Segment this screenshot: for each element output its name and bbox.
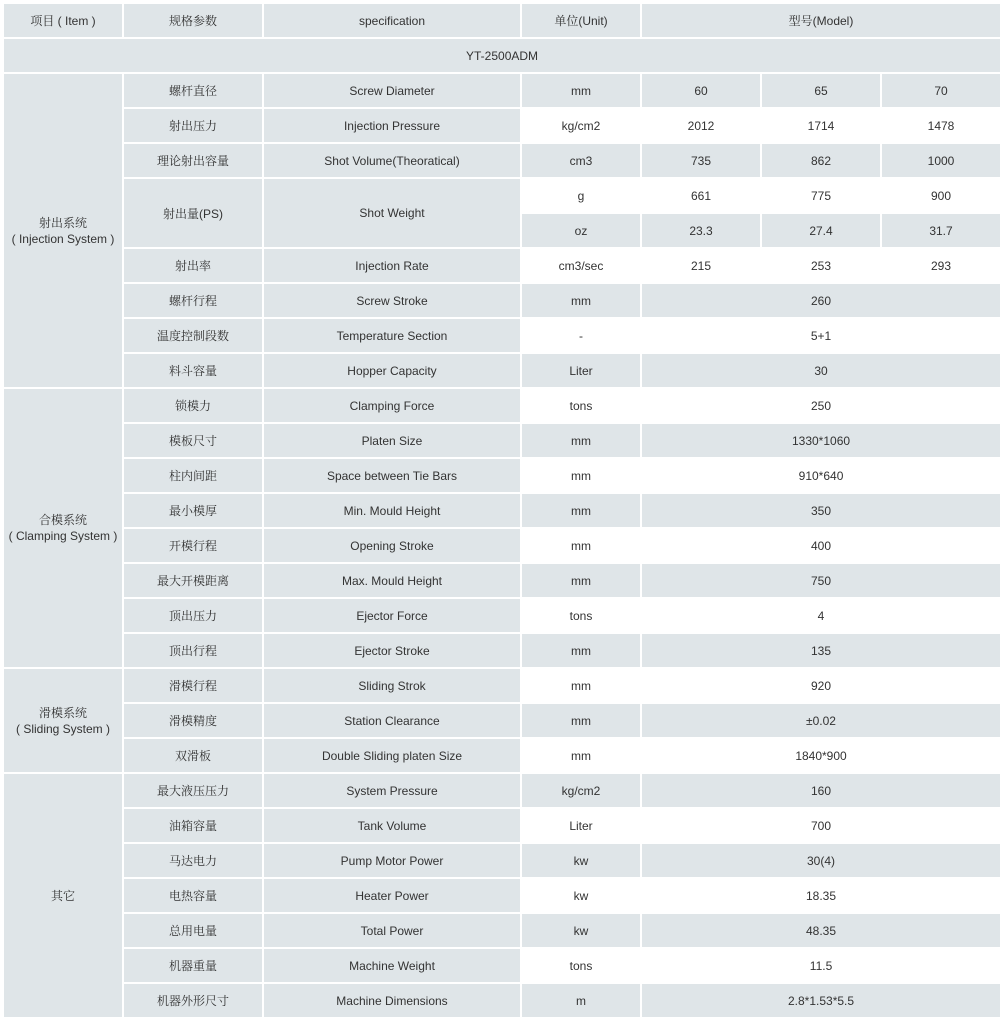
param-value: 2.8*1.53*5.5 — [642, 984, 1000, 1017]
param-cn: 最大开模距离 — [124, 564, 262, 597]
param-en: Total Power — [264, 914, 520, 947]
table-row — [4, 109, 1000, 142]
param-unit: mm — [522, 634, 640, 667]
table-row — [4, 284, 1000, 317]
param-value: 735 — [642, 144, 760, 177]
section-label-cn: 其它 — [50, 888, 75, 903]
param-en: Machine Weight — [264, 949, 520, 982]
param-unit: mm — [522, 739, 640, 772]
param-en: Heater Power — [264, 879, 520, 912]
header-spec: specification — [264, 4, 520, 37]
param-en: Screw Stroke — [264, 284, 520, 317]
table-row — [4, 914, 1000, 947]
param-value: 60 — [642, 74, 760, 107]
param-value: 31.7 — [882, 214, 1000, 247]
param-cn: 马达电力 — [124, 844, 262, 877]
spec-table — [2, 2, 1000, 1019]
table-row — [4, 669, 1000, 702]
section-label-en: ( Injection System ) — [11, 231, 115, 246]
param-unit: g — [522, 179, 640, 212]
param-unit: m — [522, 984, 640, 1017]
table-row — [4, 529, 1000, 562]
param-cn: 电热容量 — [124, 879, 262, 912]
param-unit: mm — [522, 459, 640, 492]
param-unit: mm — [522, 704, 640, 737]
table-row — [4, 809, 1000, 842]
param-value: 215 — [642, 249, 760, 282]
param-value: 160 — [642, 774, 1000, 807]
section-label-cn: 射出系统 — [38, 215, 87, 230]
param-cn: 开模行程 — [124, 529, 262, 562]
section-label-en: ( Clamping System ) — [8, 529, 118, 543]
section-label-cn: 合模系统 — [38, 513, 87, 527]
param-value: 1330*1060 — [642, 424, 1000, 457]
table-row — [4, 249, 1000, 282]
param-value: 661 — [642, 179, 760, 212]
param-value: 18.35 — [642, 879, 1000, 912]
section-label-cn: 滑模系统 — [38, 705, 87, 720]
table-row — [4, 564, 1000, 597]
param-unit: tons — [522, 599, 640, 632]
param-unit: cm3 — [522, 144, 640, 177]
table-row — [4, 144, 1000, 177]
param-value: 135 — [642, 634, 1000, 667]
param-cn: 柱内间距 — [124, 459, 262, 492]
param-unit: tons — [522, 389, 640, 422]
param-cn: 射出率 — [124, 249, 262, 282]
param-cn: 最大液压压力 — [124, 774, 262, 807]
param-en: Pump Motor Power — [264, 844, 520, 877]
param-cn: 射出量(PS) — [124, 179, 262, 247]
param-value: 30 — [642, 354, 1000, 387]
param-cn: 滑模行程 — [124, 669, 262, 702]
param-value: 775 — [762, 179, 880, 212]
param-value: 1478 — [882, 109, 1000, 142]
param-unit: kg/cm2 — [522, 774, 640, 807]
param-cn: 顶出行程 — [124, 634, 262, 667]
param-unit: mm — [522, 494, 640, 527]
param-en: Screw Diameter — [264, 74, 520, 107]
param-value: 1714 — [762, 109, 880, 142]
param-value: 400 — [642, 529, 1000, 562]
param-unit: kg/cm2 — [522, 109, 640, 142]
param-unit: mm — [522, 669, 640, 702]
param-cn: 总用电量 — [124, 914, 262, 947]
param-cn: 理论射出容量 — [124, 144, 262, 177]
param-value: 70 — [882, 74, 1000, 107]
param-en: Ejector Force — [264, 599, 520, 632]
header-model: 型号(Model) — [642, 4, 1000, 37]
param-en: Space between Tie Bars — [264, 459, 520, 492]
table-row — [4, 739, 1000, 772]
section-clamping — [4, 389, 122, 667]
param-unit: mm — [522, 424, 640, 457]
param-value: 293 — [882, 249, 1000, 282]
param-en: Platen Size — [264, 424, 520, 457]
header-unit: 单位(Unit) — [522, 4, 640, 37]
param-en: Shot Volume(Theoratical) — [264, 144, 520, 177]
param-cn: 模板尺寸 — [124, 424, 262, 457]
table-row — [4, 74, 1000, 107]
param-value: 4 — [642, 599, 1000, 632]
table-row — [4, 599, 1000, 632]
param-value: 65 — [762, 74, 880, 107]
section-other — [4, 774, 122, 1017]
param-value: 1840*900 — [642, 739, 1000, 772]
param-unit: - — [522, 319, 640, 352]
param-unit: mm — [522, 284, 640, 317]
param-cn: 螺杆行程 — [124, 284, 262, 317]
section-injection — [4, 74, 122, 387]
param-unit: cm3/sec — [522, 249, 640, 282]
param-en: Shot Weight — [264, 179, 520, 247]
param-unit: mm — [522, 564, 640, 597]
param-en: Double Sliding platen Size — [264, 739, 520, 772]
param-value: 260 — [642, 284, 1000, 317]
table-row — [4, 949, 1000, 982]
param-value: 48.35 — [642, 914, 1000, 947]
table-row — [4, 879, 1000, 912]
param-unit: mm — [522, 529, 640, 562]
param-cn: 油箱容量 — [124, 809, 262, 842]
param-en: Max. Mould Height — [264, 564, 520, 597]
param-value: 350 — [642, 494, 1000, 527]
param-value: 30(4) — [642, 844, 1000, 877]
param-value: 700 — [642, 809, 1000, 842]
param-value: ±0.02 — [642, 704, 1000, 737]
param-en: Min. Mould Height — [264, 494, 520, 527]
header-row — [4, 4, 1000, 37]
param-cn: 温度控制段数 — [124, 319, 262, 352]
header-param: 规格参数 — [124, 4, 262, 37]
param-value: 27.4 — [762, 214, 880, 247]
param-cn: 螺杆直径 — [124, 74, 262, 107]
param-cn: 双滑板 — [124, 739, 262, 772]
param-en: Hopper Capacity — [264, 354, 520, 387]
table-row — [4, 704, 1000, 737]
param-value: 900 — [882, 179, 1000, 212]
param-value: 1000 — [882, 144, 1000, 177]
param-en: Clamping Force — [264, 389, 520, 422]
param-value: 910*640 — [642, 459, 1000, 492]
table-row — [4, 354, 1000, 387]
table-row — [4, 844, 1000, 877]
param-value: 250 — [642, 389, 1000, 422]
param-en: Sliding Strok — [264, 669, 520, 702]
param-cn: 顶出压力 — [124, 599, 262, 632]
param-en: Injection Rate — [264, 249, 520, 282]
param-unit: kw — [522, 914, 640, 947]
param-en: Temperature Section — [264, 319, 520, 352]
model-row — [4, 39, 1000, 72]
param-cn: 最小模厚 — [124, 494, 262, 527]
section-sliding — [4, 669, 122, 772]
param-value: 23.3 — [642, 214, 760, 247]
param-value: 11.5 — [642, 949, 1000, 982]
param-en: Injection Pressure — [264, 109, 520, 142]
param-cn: 滑模精度 — [124, 704, 262, 737]
param-en: Opening Stroke — [264, 529, 520, 562]
table-row — [4, 459, 1000, 492]
param-cn: 机器外形尺寸 — [124, 984, 262, 1017]
table-row — [4, 389, 1000, 422]
table-row — [4, 179, 1000, 212]
param-unit: kw — [522, 844, 640, 877]
param-cn: 料斗容量 — [124, 354, 262, 387]
table-row — [4, 424, 1000, 457]
param-unit: kw — [522, 879, 640, 912]
table-row — [4, 774, 1000, 807]
param-value: 5+1 — [642, 319, 1000, 352]
param-value: 253 — [762, 249, 880, 282]
param-unit: mm — [522, 74, 640, 107]
table-row — [4, 494, 1000, 527]
table-row — [4, 634, 1000, 667]
param-en: System Pressure — [264, 774, 520, 807]
param-en: Station Clearance — [264, 704, 520, 737]
param-value: 920 — [642, 669, 1000, 702]
param-unit: oz — [522, 214, 640, 247]
model-name: YT-2500ADM — [4, 39, 1000, 72]
header-item: 项目 ( Item ) — [4, 4, 122, 37]
table-row — [4, 984, 1000, 1017]
param-en: Machine Dimensions — [264, 984, 520, 1017]
param-en: Ejector Stroke — [264, 634, 520, 667]
param-cn: 射出压力 — [124, 109, 262, 142]
param-cn: 锁模力 — [124, 389, 262, 422]
param-unit: Liter — [522, 354, 640, 387]
param-en: Tank Volume — [264, 809, 520, 842]
param-value: 750 — [642, 564, 1000, 597]
param-value: 2012 — [642, 109, 760, 142]
table-row — [4, 319, 1000, 352]
param-unit: tons — [522, 949, 640, 982]
section-label-en: ( Sliding System ) — [15, 721, 111, 736]
param-value: 862 — [762, 144, 880, 177]
param-unit: Liter — [522, 809, 640, 842]
param-cn: 机器重量 — [124, 949, 262, 982]
